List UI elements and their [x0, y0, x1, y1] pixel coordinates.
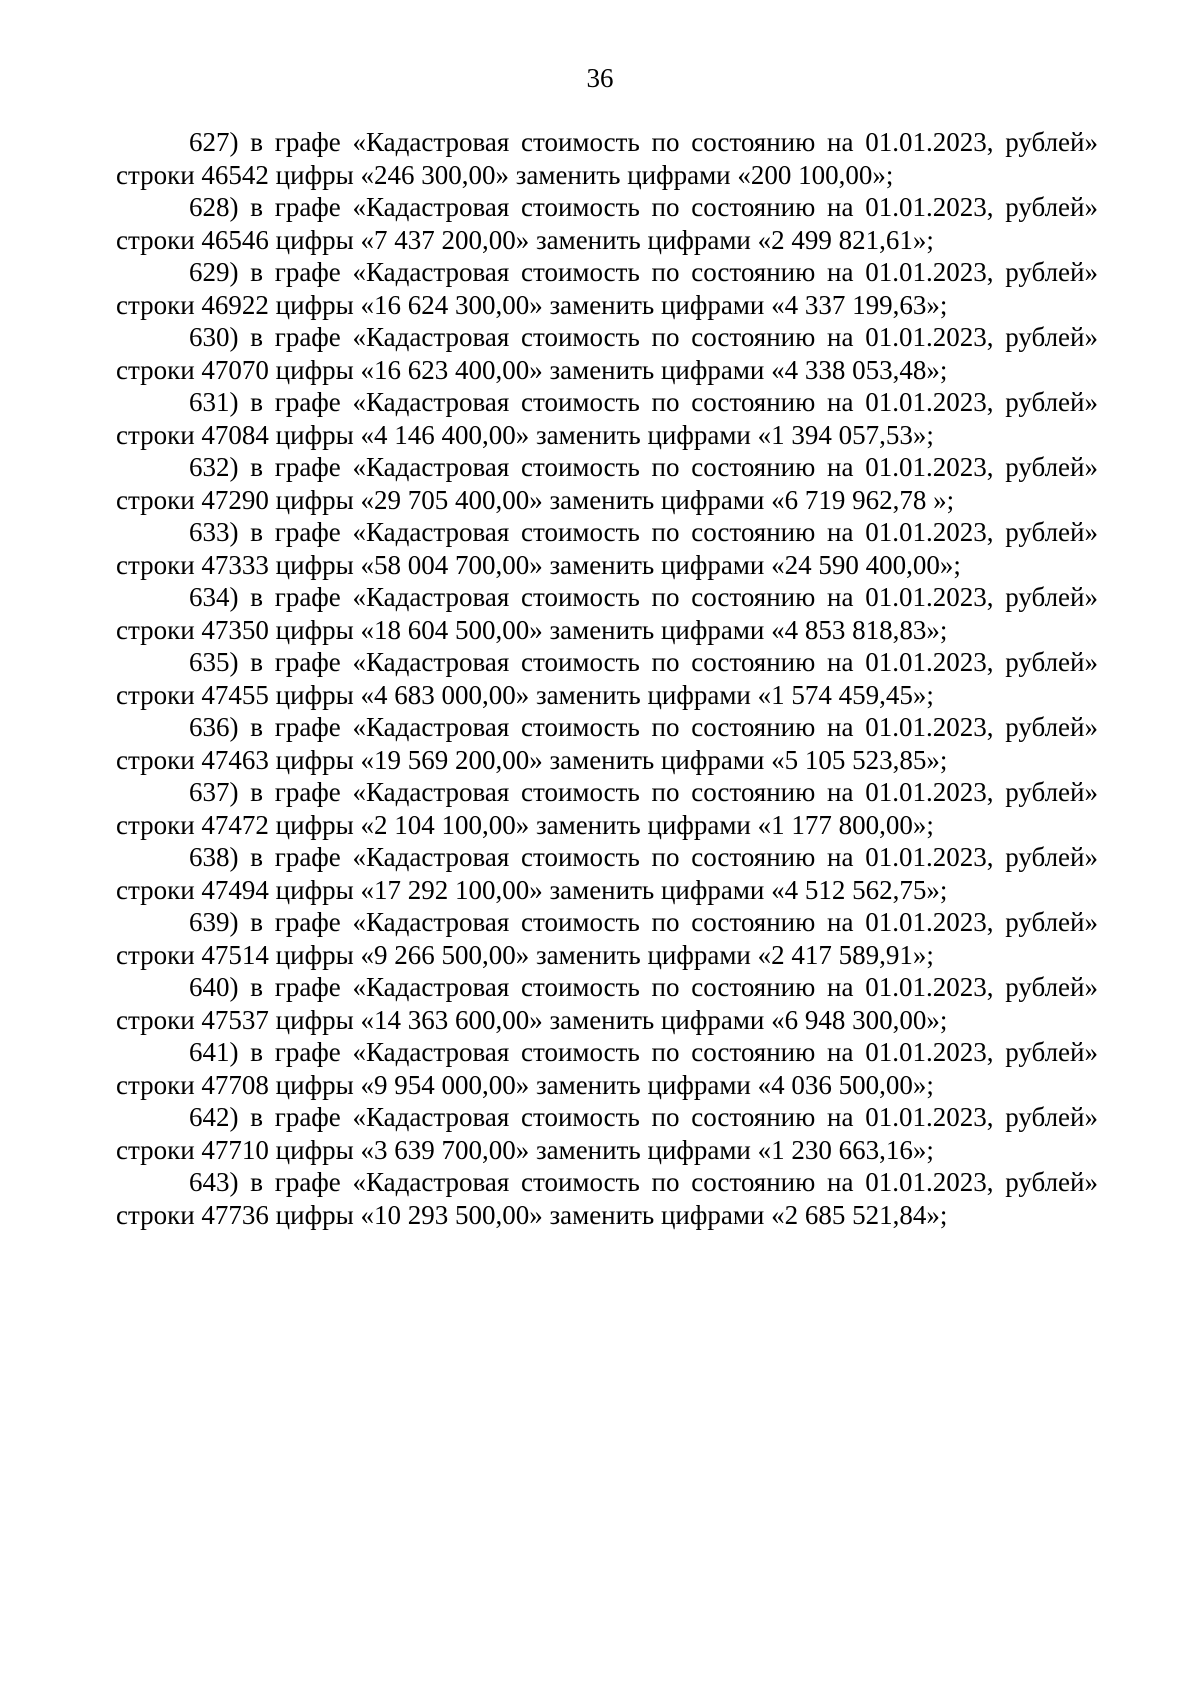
amendment-item: 642) в графе «Кадастровая стоимость по состоянию на 01.01.2023, рублей» строки 47710 цифры «3 639 700,00» заменить цифрами «1 230 663,16»;: [116, 1102, 1098, 1165]
amendment-item: 632) в графе «Кадастровая стоимость по состоянию на 01.01.2023, рублей» строки 47290 цифры «29 705 400,00» заменить цифрами «6 719 962,78 »;: [116, 452, 1098, 515]
amendment-item: 627) в графе «Кадастровая стоимость по состоянию на 01.01.2023, рублей» строки 46542 цифры «246 300,00» заменить цифрами «200 100,00»;: [116, 127, 1098, 190]
amendment-item: 634) в графе «Кадастровая стоимость по состоянию на 01.01.2023, рублей» строки 47350 цифры «18 604 500,00» заменить цифрами «4 853 818,83»;: [116, 582, 1098, 645]
amendment-item: 628) в графе «Кадастровая стоимость по состоянию на 01.01.2023, рублей» строки 46546 цифры «7 437 200,00» заменить цифрами «2 499 821,61»;: [116, 192, 1098, 255]
amendment-item: 640) в графе «Кадастровая стоимость по состоянию на 01.01.2023, рублей» строки 47537 цифры «14 363 600,00» заменить цифрами «6 948 300,00»;: [116, 972, 1098, 1035]
amendment-item: 629) в графе «Кадастровая стоимость по состоянию на 01.01.2023, рублей» строки 46922 цифры «16 624 300,00» заменить цифрами «4 337 199,63»;: [116, 257, 1098, 320]
amendment-item: 639) в графе «Кадастровая стоимость по состоянию на 01.01.2023, рублей» строки 47514 цифры «9 266 500,00» заменить цифрами «2 417 589,91»;: [116, 907, 1098, 970]
amendment-item: 630) в графе «Кадастровая стоимость по состоянию на 01.01.2023, рублей» строки 47070 цифры «16 623 400,00» заменить цифрами «4 338 053,48»;: [116, 322, 1098, 385]
amendment-item: 633) в графе «Кадастровая стоимость по состоянию на 01.01.2023, рублей» строки 47333 цифры «58 004 700,00» заменить цифрами «24 590 400,00»;: [116, 517, 1098, 580]
amendment-item: 643) в графе «Кадастровая стоимость по состоянию на 01.01.2023, рублей» строки 47736 цифры «10 293 500,00» заменить цифрами «2 685 521,84»;: [116, 1167, 1098, 1230]
document-body: [116, 126, 1098, 1231]
amendment-item: 638) в графе «Кадастровая стоимость по состоянию на 01.01.2023, рублей» строки 47494 цифры «17 292 100,00» заменить цифрами «4 512 562,75»;: [116, 842, 1098, 905]
page-number: 36: [586, 63, 614, 93]
amendment-item: 636) в графе «Кадастровая стоимость по состоянию на 01.01.2023, рублей» строки 47463 цифры «19 569 200,00» заменить цифрами «5 105 523,85»;: [116, 712, 1098, 775]
amendment-item: 635) в графе «Кадастровая стоимость по состоянию на 01.01.2023, рублей» строки 47455 цифры «4 683 000,00» заменить цифрами «1 574 459,45»;: [116, 647, 1098, 710]
amendment-item: 641) в графе «Кадастровая стоимость по состоянию на 01.01.2023, рублей» строки 47708 цифры «9 954 000,00» заменить цифрами «4 036 500,00»;: [116, 1037, 1098, 1100]
amendment-item: 631) в графе «Кадастровая стоимость по состоянию на 01.01.2023, рублей» строки 47084 цифры «4 146 400,00» заменить цифрами «1 394 057,53»;: [116, 387, 1098, 450]
amendment-item: 637) в графе «Кадастровая стоимость по состоянию на 01.01.2023, рублей» строки 47472 цифры «2 104 100,00» заменить цифрами «1 177 800,00»;: [116, 777, 1098, 840]
